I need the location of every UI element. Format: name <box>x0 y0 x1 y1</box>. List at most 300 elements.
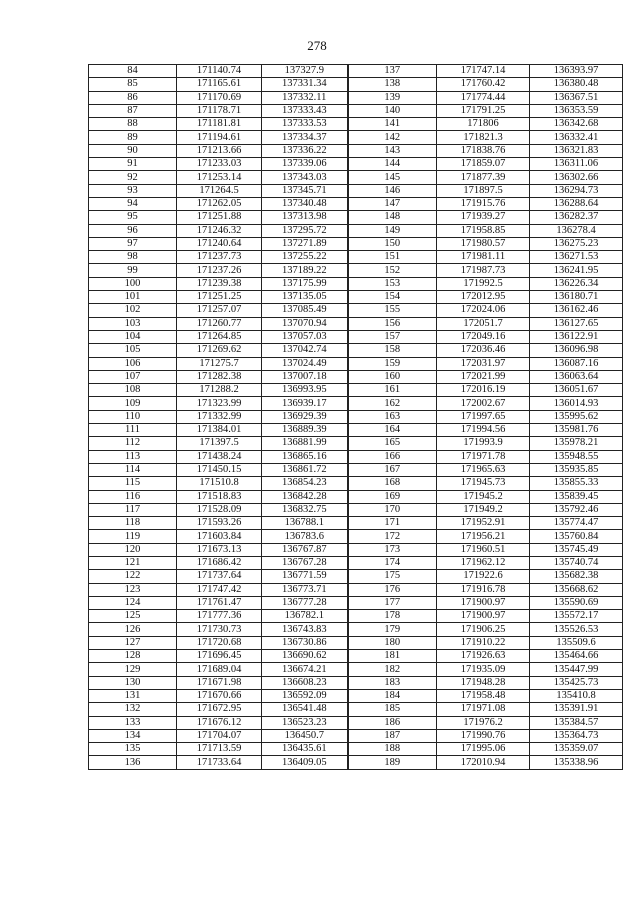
point-number-cell: 96 <box>89 224 177 237</box>
x-coordinate-cell: 171178.71 <box>177 104 262 117</box>
table-row <box>89 251 623 264</box>
point-number-cell: 151 <box>348 251 437 264</box>
x-coordinate-cell: 171213.66 <box>177 144 262 157</box>
x-coordinate-cell: 171332.99 <box>177 410 262 423</box>
y-coordinate-cell: 136278.4 <box>530 224 623 237</box>
x-coordinate-cell: 171791.25 <box>437 104 530 117</box>
x-coordinate-cell: 172036.46 <box>437 344 530 357</box>
x-coordinate-cell: 171877.39 <box>437 171 530 184</box>
y-coordinate-cell: 137175.99 <box>262 277 348 290</box>
table-row <box>89 211 623 224</box>
y-coordinate-cell: 136861.72 <box>262 463 348 476</box>
point-number-cell: 112 <box>89 437 177 450</box>
y-coordinate-cell: 137024.49 <box>262 357 348 370</box>
point-number-cell: 144 <box>348 158 437 171</box>
point-number-cell: 182 <box>348 663 437 676</box>
point-number-cell: 101 <box>89 291 177 304</box>
x-coordinate-cell: 171260.77 <box>177 317 262 330</box>
y-coordinate-cell: 135668.62 <box>530 583 623 596</box>
x-coordinate-cell: 171935.09 <box>437 663 530 676</box>
x-coordinate-cell: 171237.26 <box>177 264 262 277</box>
x-coordinate-cell: 171288.2 <box>177 384 262 397</box>
x-coordinate-cell: 171671.98 <box>177 676 262 689</box>
table-row <box>89 450 623 463</box>
table-row <box>89 171 623 184</box>
point-number-cell: 134 <box>89 729 177 742</box>
table-row <box>89 91 623 104</box>
x-coordinate-cell: 171956.21 <box>437 530 530 543</box>
x-coordinate-cell: 172021.99 <box>437 370 530 383</box>
point-number-cell: 167 <box>348 463 437 476</box>
y-coordinate-cell: 137313.98 <box>262 211 348 224</box>
table-row <box>89 131 623 144</box>
x-coordinate-cell: 171239.38 <box>177 277 262 290</box>
y-coordinate-cell: 137085.49 <box>262 304 348 317</box>
y-coordinate-cell: 136393.97 <box>530 65 623 78</box>
table-row <box>89 357 623 370</box>
x-coordinate-cell: 171170.69 <box>177 91 262 104</box>
point-number-cell: 145 <box>348 171 437 184</box>
point-number-cell: 131 <box>89 689 177 702</box>
x-coordinate-cell: 171992.5 <box>437 277 530 290</box>
point-number-cell: 86 <box>89 91 177 104</box>
table-row <box>89 610 623 623</box>
x-coordinate-cell: 171737.64 <box>177 570 262 583</box>
point-number-cell: 162 <box>348 397 437 410</box>
x-coordinate-cell: 171997.65 <box>437 410 530 423</box>
point-number-cell: 146 <box>348 184 437 197</box>
y-coordinate-cell: 136523.23 <box>262 716 348 729</box>
point-number-cell: 123 <box>89 583 177 596</box>
y-coordinate-cell: 136367.51 <box>530 91 623 104</box>
x-coordinate-cell: 171240.64 <box>177 237 262 250</box>
point-number-cell: 154 <box>348 291 437 304</box>
y-coordinate-cell: 137057.03 <box>262 330 348 343</box>
table-row <box>89 118 623 131</box>
y-coordinate-cell: 136063.64 <box>530 370 623 383</box>
y-coordinate-cell: 137340.48 <box>262 197 348 210</box>
y-coordinate-cell: 135590.69 <box>530 596 623 609</box>
point-number-cell: 142 <box>348 131 437 144</box>
x-coordinate-cell: 171971.78 <box>437 450 530 463</box>
y-coordinate-cell: 137295.72 <box>262 224 348 237</box>
x-coordinate-cell: 171251.88 <box>177 211 262 224</box>
y-coordinate-cell: 136788.1 <box>262 517 348 530</box>
point-number-cell: 103 <box>89 317 177 330</box>
x-coordinate-cell: 171993.9 <box>437 437 530 450</box>
point-number-cell: 174 <box>348 556 437 569</box>
x-coordinate-cell: 171838.76 <box>437 144 530 157</box>
x-coordinate-cell: 171672.95 <box>177 703 262 716</box>
point-number-cell: 119 <box>89 530 177 543</box>
y-coordinate-cell: 136865.16 <box>262 450 348 463</box>
y-coordinate-cell: 135425.73 <box>530 676 623 689</box>
point-number-cell: 161 <box>348 384 437 397</box>
table-row <box>89 743 623 756</box>
point-number-cell: 140 <box>348 104 437 117</box>
table-row <box>89 410 623 423</box>
y-coordinate-cell: 135410.8 <box>530 689 623 702</box>
x-coordinate-cell: 171945.73 <box>437 477 530 490</box>
y-coordinate-cell: 136014.93 <box>530 397 623 410</box>
y-coordinate-cell: 136302.66 <box>530 171 623 184</box>
table-row <box>89 397 623 410</box>
x-coordinate-cell: 171696.45 <box>177 650 262 663</box>
y-coordinate-cell: 136226.34 <box>530 277 623 290</box>
y-coordinate-cell: 135447.99 <box>530 663 623 676</box>
y-coordinate-cell: 136783.6 <box>262 530 348 543</box>
y-coordinate-cell: 137332.11 <box>262 91 348 104</box>
table-row <box>89 104 623 117</box>
y-coordinate-cell: 135935.85 <box>530 463 623 476</box>
x-coordinate-cell: 171673.13 <box>177 543 262 556</box>
y-coordinate-cell: 137336.22 <box>262 144 348 157</box>
x-coordinate-cell: 171251.25 <box>177 291 262 304</box>
x-coordinate-cell: 171761.47 <box>177 596 262 609</box>
point-number-cell: 97 <box>89 237 177 250</box>
y-coordinate-cell: 136939.17 <box>262 397 348 410</box>
y-coordinate-cell: 135338.96 <box>530 756 623 769</box>
y-coordinate-cell: 135509.6 <box>530 636 623 649</box>
y-coordinate-cell: 136832.75 <box>262 503 348 516</box>
y-coordinate-cell: 135792.46 <box>530 503 623 516</box>
point-number-cell: 114 <box>89 463 177 476</box>
table-row <box>89 583 623 596</box>
point-number-cell: 183 <box>348 676 437 689</box>
x-coordinate-cell: 171949.2 <box>437 503 530 516</box>
x-coordinate-cell: 172049.16 <box>437 330 530 343</box>
x-coordinate-cell: 172031.97 <box>437 357 530 370</box>
x-coordinate-cell: 171915.76 <box>437 197 530 210</box>
point-number-cell: 171 <box>348 517 437 530</box>
point-number-cell: 87 <box>89 104 177 117</box>
point-number-cell: 98 <box>89 251 177 264</box>
point-number-cell: 187 <box>348 729 437 742</box>
point-number-cell: 102 <box>89 304 177 317</box>
table-row <box>89 344 623 357</box>
table-row <box>89 264 623 277</box>
table-row <box>89 556 623 569</box>
y-coordinate-cell: 137339.06 <box>262 158 348 171</box>
point-number-cell: 92 <box>89 171 177 184</box>
y-coordinate-cell: 136294.73 <box>530 184 623 197</box>
y-coordinate-cell: 135464.66 <box>530 650 623 663</box>
point-number-cell: 180 <box>348 636 437 649</box>
x-coordinate-cell: 171704.07 <box>177 729 262 742</box>
table-row <box>89 596 623 609</box>
y-coordinate-cell: 135740.74 <box>530 556 623 569</box>
point-number-cell: 120 <box>89 543 177 556</box>
y-coordinate-cell: 135526.53 <box>530 623 623 636</box>
y-coordinate-cell: 136096.98 <box>530 344 623 357</box>
y-coordinate-cell: 136342.68 <box>530 118 623 131</box>
x-coordinate-cell: 171960.51 <box>437 543 530 556</box>
x-coordinate-cell: 171233.03 <box>177 158 262 171</box>
point-number-cell: 135 <box>89 743 177 756</box>
x-coordinate-cell: 171897.5 <box>437 184 530 197</box>
x-coordinate-cell: 171747.42 <box>177 583 262 596</box>
table-row <box>89 197 623 210</box>
point-number-cell: 141 <box>348 118 437 131</box>
point-number-cell: 184 <box>348 689 437 702</box>
point-number-cell: 152 <box>348 264 437 277</box>
point-number-cell: 121 <box>89 556 177 569</box>
point-number-cell: 113 <box>89 450 177 463</box>
table-row <box>89 158 623 171</box>
point-number-cell: 100 <box>89 277 177 290</box>
x-coordinate-cell: 171747.14 <box>437 65 530 78</box>
point-number-cell: 84 <box>89 65 177 78</box>
table-row <box>89 330 623 343</box>
point-number-cell: 170 <box>348 503 437 516</box>
y-coordinate-cell: 136450.7 <box>262 729 348 742</box>
point-number-cell: 156 <box>348 317 437 330</box>
table-row <box>89 437 623 450</box>
x-coordinate-cell: 171528.09 <box>177 503 262 516</box>
x-coordinate-cell: 171948.28 <box>437 676 530 689</box>
y-coordinate-cell: 136180.71 <box>530 291 623 304</box>
y-coordinate-cell: 136275.23 <box>530 237 623 250</box>
point-number-cell: 105 <box>89 344 177 357</box>
x-coordinate-cell: 171994.56 <box>437 424 530 437</box>
point-number-cell: 188 <box>348 743 437 756</box>
y-coordinate-cell: 135384.57 <box>530 716 623 729</box>
point-number-cell: 99 <box>89 264 177 277</box>
x-coordinate-cell: 171275.7 <box>177 357 262 370</box>
x-coordinate-cell: 171987.73 <box>437 264 530 277</box>
table-row <box>89 636 623 649</box>
point-number-cell: 155 <box>348 304 437 317</box>
y-coordinate-cell: 137345.71 <box>262 184 348 197</box>
y-coordinate-cell: 136767.28 <box>262 556 348 569</box>
table-row <box>89 477 623 490</box>
point-number-cell: 157 <box>348 330 437 343</box>
table-row <box>89 65 623 78</box>
y-coordinate-cell: 136332.41 <box>530 131 623 144</box>
point-number-cell: 126 <box>89 623 177 636</box>
table-row <box>89 716 623 729</box>
y-coordinate-cell: 137327.9 <box>262 65 348 78</box>
x-coordinate-cell: 171438.24 <box>177 450 262 463</box>
point-number-cell: 110 <box>89 410 177 423</box>
point-number-cell: 118 <box>89 517 177 530</box>
table-row <box>89 663 623 676</box>
x-coordinate-cell: 171926.63 <box>437 650 530 663</box>
coordinates-table <box>88 64 623 770</box>
y-coordinate-cell: 136777.28 <box>262 596 348 609</box>
x-coordinate-cell: 171282.38 <box>177 370 262 383</box>
x-coordinate-cell: 171450.15 <box>177 463 262 476</box>
x-coordinate-cell: 172012.95 <box>437 291 530 304</box>
x-coordinate-cell: 171730.73 <box>177 623 262 636</box>
table-row <box>89 530 623 543</box>
y-coordinate-cell: 136541.48 <box>262 703 348 716</box>
x-coordinate-cell: 171510.8 <box>177 477 262 490</box>
y-coordinate-cell: 136271.53 <box>530 251 623 264</box>
point-number-cell: 109 <box>89 397 177 410</box>
y-coordinate-cell: 136051.67 <box>530 384 623 397</box>
y-coordinate-cell: 136782.1 <box>262 610 348 623</box>
y-coordinate-cell: 136122.91 <box>530 330 623 343</box>
x-coordinate-cell: 171971.08 <box>437 703 530 716</box>
point-number-cell: 181 <box>348 650 437 663</box>
y-coordinate-cell: 136881.99 <box>262 437 348 450</box>
table-row <box>89 517 623 530</box>
table-row <box>89 703 623 716</box>
x-coordinate-cell: 171859.07 <box>437 158 530 171</box>
point-number-cell: 107 <box>89 370 177 383</box>
point-number-cell: 137 <box>348 65 437 78</box>
y-coordinate-cell: 135745.49 <box>530 543 623 556</box>
x-coordinate-cell: 171733.64 <box>177 756 262 769</box>
table-row <box>89 570 623 583</box>
table-row <box>89 729 623 742</box>
point-number-cell: 143 <box>348 144 437 157</box>
point-number-cell: 185 <box>348 703 437 716</box>
y-coordinate-cell: 136929.39 <box>262 410 348 423</box>
table-row <box>89 291 623 304</box>
y-coordinate-cell: 136743.83 <box>262 623 348 636</box>
point-number-cell: 177 <box>348 596 437 609</box>
x-coordinate-cell: 171981.11 <box>437 251 530 264</box>
y-coordinate-cell: 136409.05 <box>262 756 348 769</box>
point-number-cell: 175 <box>348 570 437 583</box>
point-number-cell: 124 <box>89 596 177 609</box>
x-coordinate-cell: 171962.12 <box>437 556 530 569</box>
x-coordinate-cell: 172051.7 <box>437 317 530 330</box>
point-number-cell: 136 <box>89 756 177 769</box>
table-row <box>89 144 623 157</box>
table-row <box>89 543 623 556</box>
point-number-cell: 172 <box>348 530 437 543</box>
y-coordinate-cell: 136608.23 <box>262 676 348 689</box>
y-coordinate-cell: 136321.83 <box>530 144 623 157</box>
point-number-cell: 189 <box>348 756 437 769</box>
x-coordinate-cell: 171257.07 <box>177 304 262 317</box>
point-number-cell: 129 <box>89 663 177 676</box>
x-coordinate-cell: 171603.84 <box>177 530 262 543</box>
x-coordinate-cell: 171264.85 <box>177 330 262 343</box>
table-row <box>89 756 623 769</box>
point-number-cell: 169 <box>348 490 437 503</box>
y-coordinate-cell: 136241.95 <box>530 264 623 277</box>
y-coordinate-cell: 136690.62 <box>262 650 348 663</box>
point-number-cell: 117 <box>89 503 177 516</box>
y-coordinate-cell: 135391.91 <box>530 703 623 716</box>
y-coordinate-cell: 135774.47 <box>530 517 623 530</box>
y-coordinate-cell: 135682.38 <box>530 570 623 583</box>
point-number-cell: 125 <box>89 610 177 623</box>
point-number-cell: 89 <box>89 131 177 144</box>
x-coordinate-cell: 171670.66 <box>177 689 262 702</box>
point-number-cell: 91 <box>89 158 177 171</box>
y-coordinate-cell: 135981.76 <box>530 424 623 437</box>
x-coordinate-cell: 171760.42 <box>437 78 530 91</box>
x-coordinate-cell: 171777.36 <box>177 610 262 623</box>
x-coordinate-cell: 171900.97 <box>437 596 530 609</box>
point-number-cell: 160 <box>348 370 437 383</box>
x-coordinate-cell: 171262.05 <box>177 197 262 210</box>
table-row <box>89 224 623 237</box>
y-coordinate-cell: 136592.09 <box>262 689 348 702</box>
y-coordinate-cell: 137331.34 <box>262 78 348 91</box>
x-coordinate-cell: 171945.2 <box>437 490 530 503</box>
y-coordinate-cell: 135364.73 <box>530 729 623 742</box>
y-coordinate-cell: 135948.55 <box>530 450 623 463</box>
y-coordinate-cell: 137070.94 <box>262 317 348 330</box>
point-number-cell: 178 <box>348 610 437 623</box>
point-number-cell: 159 <box>348 357 437 370</box>
y-coordinate-cell: 136311.06 <box>530 158 623 171</box>
y-coordinate-cell: 136773.71 <box>262 583 348 596</box>
y-coordinate-cell: 135855.33 <box>530 477 623 490</box>
point-number-cell: 158 <box>348 344 437 357</box>
point-number-cell: 116 <box>89 490 177 503</box>
point-number-cell: 106 <box>89 357 177 370</box>
x-coordinate-cell: 171958.85 <box>437 224 530 237</box>
x-coordinate-cell: 171140.74 <box>177 65 262 78</box>
y-coordinate-cell: 135839.45 <box>530 490 623 503</box>
x-coordinate-cell: 171593.26 <box>177 517 262 530</box>
table-row <box>89 503 623 516</box>
x-coordinate-cell: 171958.48 <box>437 689 530 702</box>
table-row <box>89 304 623 317</box>
y-coordinate-cell: 137334.37 <box>262 131 348 144</box>
y-coordinate-cell: 136087.16 <box>530 357 623 370</box>
point-number-cell: 163 <box>348 410 437 423</box>
table-row <box>89 78 623 91</box>
y-coordinate-cell: 136993.95 <box>262 384 348 397</box>
table-row <box>89 623 623 636</box>
point-number-cell: 186 <box>348 716 437 729</box>
table-row <box>89 370 623 383</box>
point-number-cell: 179 <box>348 623 437 636</box>
table-row <box>89 689 623 702</box>
point-number-cell: 153 <box>348 277 437 290</box>
x-coordinate-cell: 171916.78 <box>437 583 530 596</box>
x-coordinate-cell: 171397.5 <box>177 437 262 450</box>
x-coordinate-cell: 171990.76 <box>437 729 530 742</box>
point-number-cell: 93 <box>89 184 177 197</box>
point-number-cell: 164 <box>348 424 437 437</box>
x-coordinate-cell: 171323.99 <box>177 397 262 410</box>
x-coordinate-cell: 171976.2 <box>437 716 530 729</box>
x-coordinate-cell: 172024.06 <box>437 304 530 317</box>
x-coordinate-cell: 171181.81 <box>177 118 262 131</box>
y-coordinate-cell: 136288.64 <box>530 197 623 210</box>
table-row <box>89 277 623 290</box>
x-coordinate-cell: 171237.73 <box>177 251 262 264</box>
point-number-cell: 133 <box>89 716 177 729</box>
x-coordinate-cell: 171821.3 <box>437 131 530 144</box>
x-coordinate-cell: 171980.57 <box>437 237 530 250</box>
point-number-cell: 176 <box>348 583 437 596</box>
point-number-cell: 166 <box>348 450 437 463</box>
table-row <box>89 317 623 330</box>
x-coordinate-cell: 172016.19 <box>437 384 530 397</box>
x-coordinate-cell: 171194.61 <box>177 131 262 144</box>
y-coordinate-cell: 135359.07 <box>530 743 623 756</box>
point-number-cell: 173 <box>348 543 437 556</box>
y-coordinate-cell: 137189.22 <box>262 264 348 277</box>
y-coordinate-cell: 137135.05 <box>262 291 348 304</box>
x-coordinate-cell: 171900.97 <box>437 610 530 623</box>
x-coordinate-cell: 171246.32 <box>177 224 262 237</box>
point-number-cell: 139 <box>348 91 437 104</box>
x-coordinate-cell: 171269.62 <box>177 344 262 357</box>
x-coordinate-cell: 171518.83 <box>177 490 262 503</box>
x-coordinate-cell: 171689.04 <box>177 663 262 676</box>
